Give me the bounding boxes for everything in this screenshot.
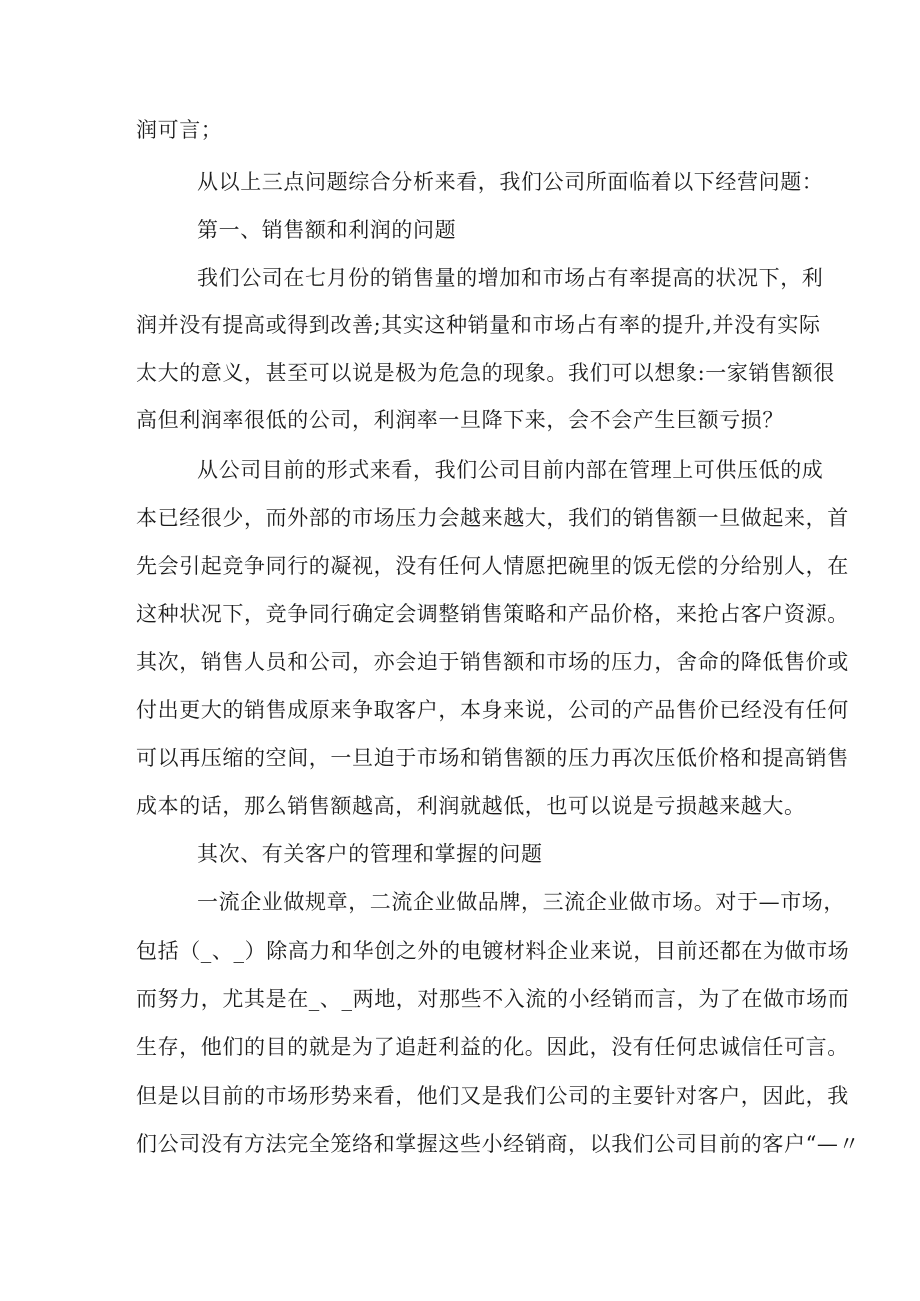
text-line: 润可言；	[136, 118, 223, 142]
text-line: 润并没有提高或得到改善;其实这种销量和市场占有率的提升,并没有实际	[136, 313, 821, 337]
text-line: 太大的意义，甚至可以说是极为危急的现象。我们可以想象:一家销售额很	[136, 361, 835, 385]
text-line: 本已经很少，而外部的市场压力会越来越大，我们的销售额一旦做起来，首	[136, 506, 849, 530]
text-line: 可以再压缩的空间，一旦迫于市场和销售额的压力再次压低价格和提高销售	[136, 746, 849, 770]
text-line: 付出更大的销售成原来争取客户，本身来说，公司的产品售价已经没有任何	[136, 698, 849, 722]
text-line: 一流企业做规章，二流企业做品牌，三流企业做市场。对于—市场，	[197, 890, 845, 914]
text-line: 我们公司在七月份的销售量的增加和市场占有率提高的状况下，利	[197, 266, 824, 290]
text-line: 们公司没有方法完全笼络和掌握这些小经销商，以我们公司目前的客户“—〃	[136, 1132, 861, 1156]
text-line: 其次，销售人员和公司，亦会迫于销售额和市场的压力，舍命的降低售价或	[136, 650, 849, 674]
text-line: 这种状况下，竞争同行确定会调整销售策略和产品价格，来抢占客户资源。	[136, 602, 849, 626]
section-heading: 第一、销售额和利润的问题	[197, 218, 457, 242]
text-line: 成本的话，那么销售额越高，利润就越低，也可以说是亏损越来越大。	[136, 794, 806, 818]
text-line: 从公司目前的形式来看，我们公司目前内部在管理上可供压低的成	[197, 458, 824, 482]
text-line: 先会引起竞争同行的凝视，没有任何人情愿把碗里的饭无偿的分给别人，在	[136, 554, 849, 578]
text-line: 从以上三点问题综合分析来看，我们公司所面临着以下经营问题：	[197, 170, 824, 194]
section-heading: 其次、有关客户的管理和掌握的问题	[197, 842, 543, 866]
text-line: 包括（_、_）除高力和华创之外的电镀材料企业来说，目前还都在为做市场	[136, 939, 850, 963]
text-line: 高但利润率很低的公司，利润率一旦降下来，会不会产生巨额亏损？	[136, 408, 784, 432]
text-line: 但是以目前的市场形势来看，他们又是我们公司的主要针对客户，因此，我	[136, 1084, 849, 1108]
text-line: 而努力，尤其是在_、_两地，对那些不入流的小经销而言，为了在做市场而	[136, 987, 850, 1011]
text-line: 生存，他们的目的就是为了追赶利益的化。因此，没有任何忠诚信任可言。	[136, 1035, 849, 1059]
